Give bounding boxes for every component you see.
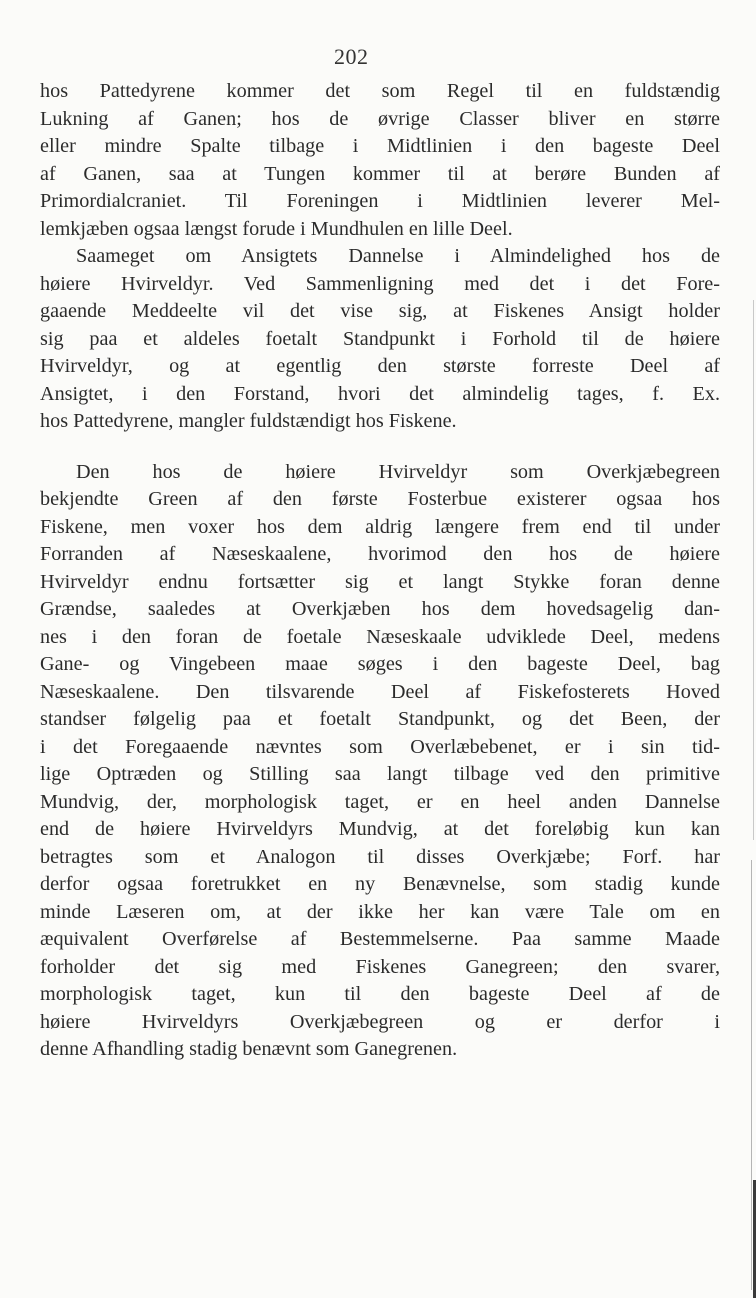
text-line: end de høiere Hvirveldyrs Mundvig, at det foreløbig kun kan xyxy=(40,818,720,840)
page-number: 202 xyxy=(334,44,369,69)
text-line: Hvirveldyr, og at egentlig den største forreste Deel af xyxy=(40,355,720,377)
text-line: betragtes som et Analogon til disses Overkjæbe; Forf. har xyxy=(40,845,720,868)
text-line: æquivalent Overførelse af Bestemmelserne. Paa samme Maade xyxy=(40,928,720,950)
paragraph-3 xyxy=(40,459,720,1064)
text-line: Lukning af Ganen; hos de øvrige Classer bliver en større xyxy=(40,107,720,130)
body-text xyxy=(40,78,720,1064)
text-line: Den hos de høiere Hvirveldyr som Overkjæbegreen xyxy=(76,460,720,483)
scan-edge-line xyxy=(751,860,752,1290)
text-line: lige Optræden og Stilling saa langt tilbage ved den primitive xyxy=(40,763,720,785)
paragraph-1 xyxy=(40,78,720,243)
text-line: lemkjæben ogsaa længst forude i Mundhulen en lille Deel. xyxy=(40,217,513,240)
text-line: Gane- og Vingebeen maae søges i den bageste Deel, bag xyxy=(40,653,720,675)
text-line: bekjendte Green af den første Fosterbue existerer ogsaa hos xyxy=(40,488,720,510)
text-line: Næseskaalene. Den tilsvarende Deel af Fiskefosterets Hoved xyxy=(40,680,720,703)
text-line: nes i den foran de foetale Næseskaale udviklede Deel, medens xyxy=(40,625,720,648)
text-line: Ansigtet, i den Forstand, hvori det almindelig tages, f. Ex. xyxy=(40,382,720,405)
text-line: derfor ogsaa foretrukket en ny Benævnelse, som stadig kunde xyxy=(40,873,720,895)
text-line: hos Pattedyrene, mangler fuldstændigt hos Fiskene. xyxy=(40,410,457,432)
text-line: eller mindre Spalte tilbage i Midtlinien i den bageste Deel xyxy=(40,135,720,157)
paragraph-2 xyxy=(40,243,720,436)
text-line: høiere Hvirveldyrs Overkjæbegreen og er derfor i xyxy=(40,1010,720,1033)
text-line: sig paa et aldeles foetalt Standpunkt i Forhold til de høiere xyxy=(40,327,720,350)
text-line: Saameget om Ansigtets Dannelse i Almindelighed hos de xyxy=(76,245,720,267)
text-line: Mundvig, der, morphologisk taget, er en heel anden Dannelse xyxy=(40,790,720,813)
text-line: minde Læseren om, at der ikke her kan være Tale om en xyxy=(40,900,720,923)
text-line: af Ganen, saa at Tungen kommer til at berøre Bunden af xyxy=(40,162,720,185)
text-line: Hvirveldyr endnu fortsætter sig et langt Stykke foran denne xyxy=(40,570,720,593)
text-line: i det Foregaaende nævntes som Overlæbebenet, er i sin tid- xyxy=(40,735,720,758)
text-line: høiere Hvirveldyr. Ved Sammenligning med det i det Fore- xyxy=(40,272,720,295)
text-line: gaaende Meddeelte vil det vise sig, at Fiskenes Ansigt holder xyxy=(40,300,720,322)
text-line: denne Afhandling stadig benævnt som Ganegrenen. xyxy=(40,1038,458,1060)
text-line: Forranden af Næseskaalene, hvorimod den hos de høiere xyxy=(40,543,720,565)
text-line: standser følgelig paa et foetalt Standpunkt, og det Been, der xyxy=(40,708,720,730)
text-line: forholder det sig med Fiskenes Ganegreen; den svarer, xyxy=(40,955,720,978)
text-line: Fiskene, men voxer hos dem aldrig længere frem end til under xyxy=(40,515,720,538)
scan-edge-line xyxy=(753,300,754,840)
text-line: morphologisk taget, kun til den bageste Deel af de xyxy=(40,983,720,1005)
text-line: Grændse, saaledes at Overkjæben hos dem hovedsagelig dan- xyxy=(40,598,720,620)
text-line: Primordialcraniet. Til Foreningen i Midtlinien leverer Mel- xyxy=(40,190,720,212)
text-line: hos Pattedyrene kommer det som Regel til en fuldstændig xyxy=(40,80,720,102)
paragraph-gap xyxy=(40,436,720,459)
